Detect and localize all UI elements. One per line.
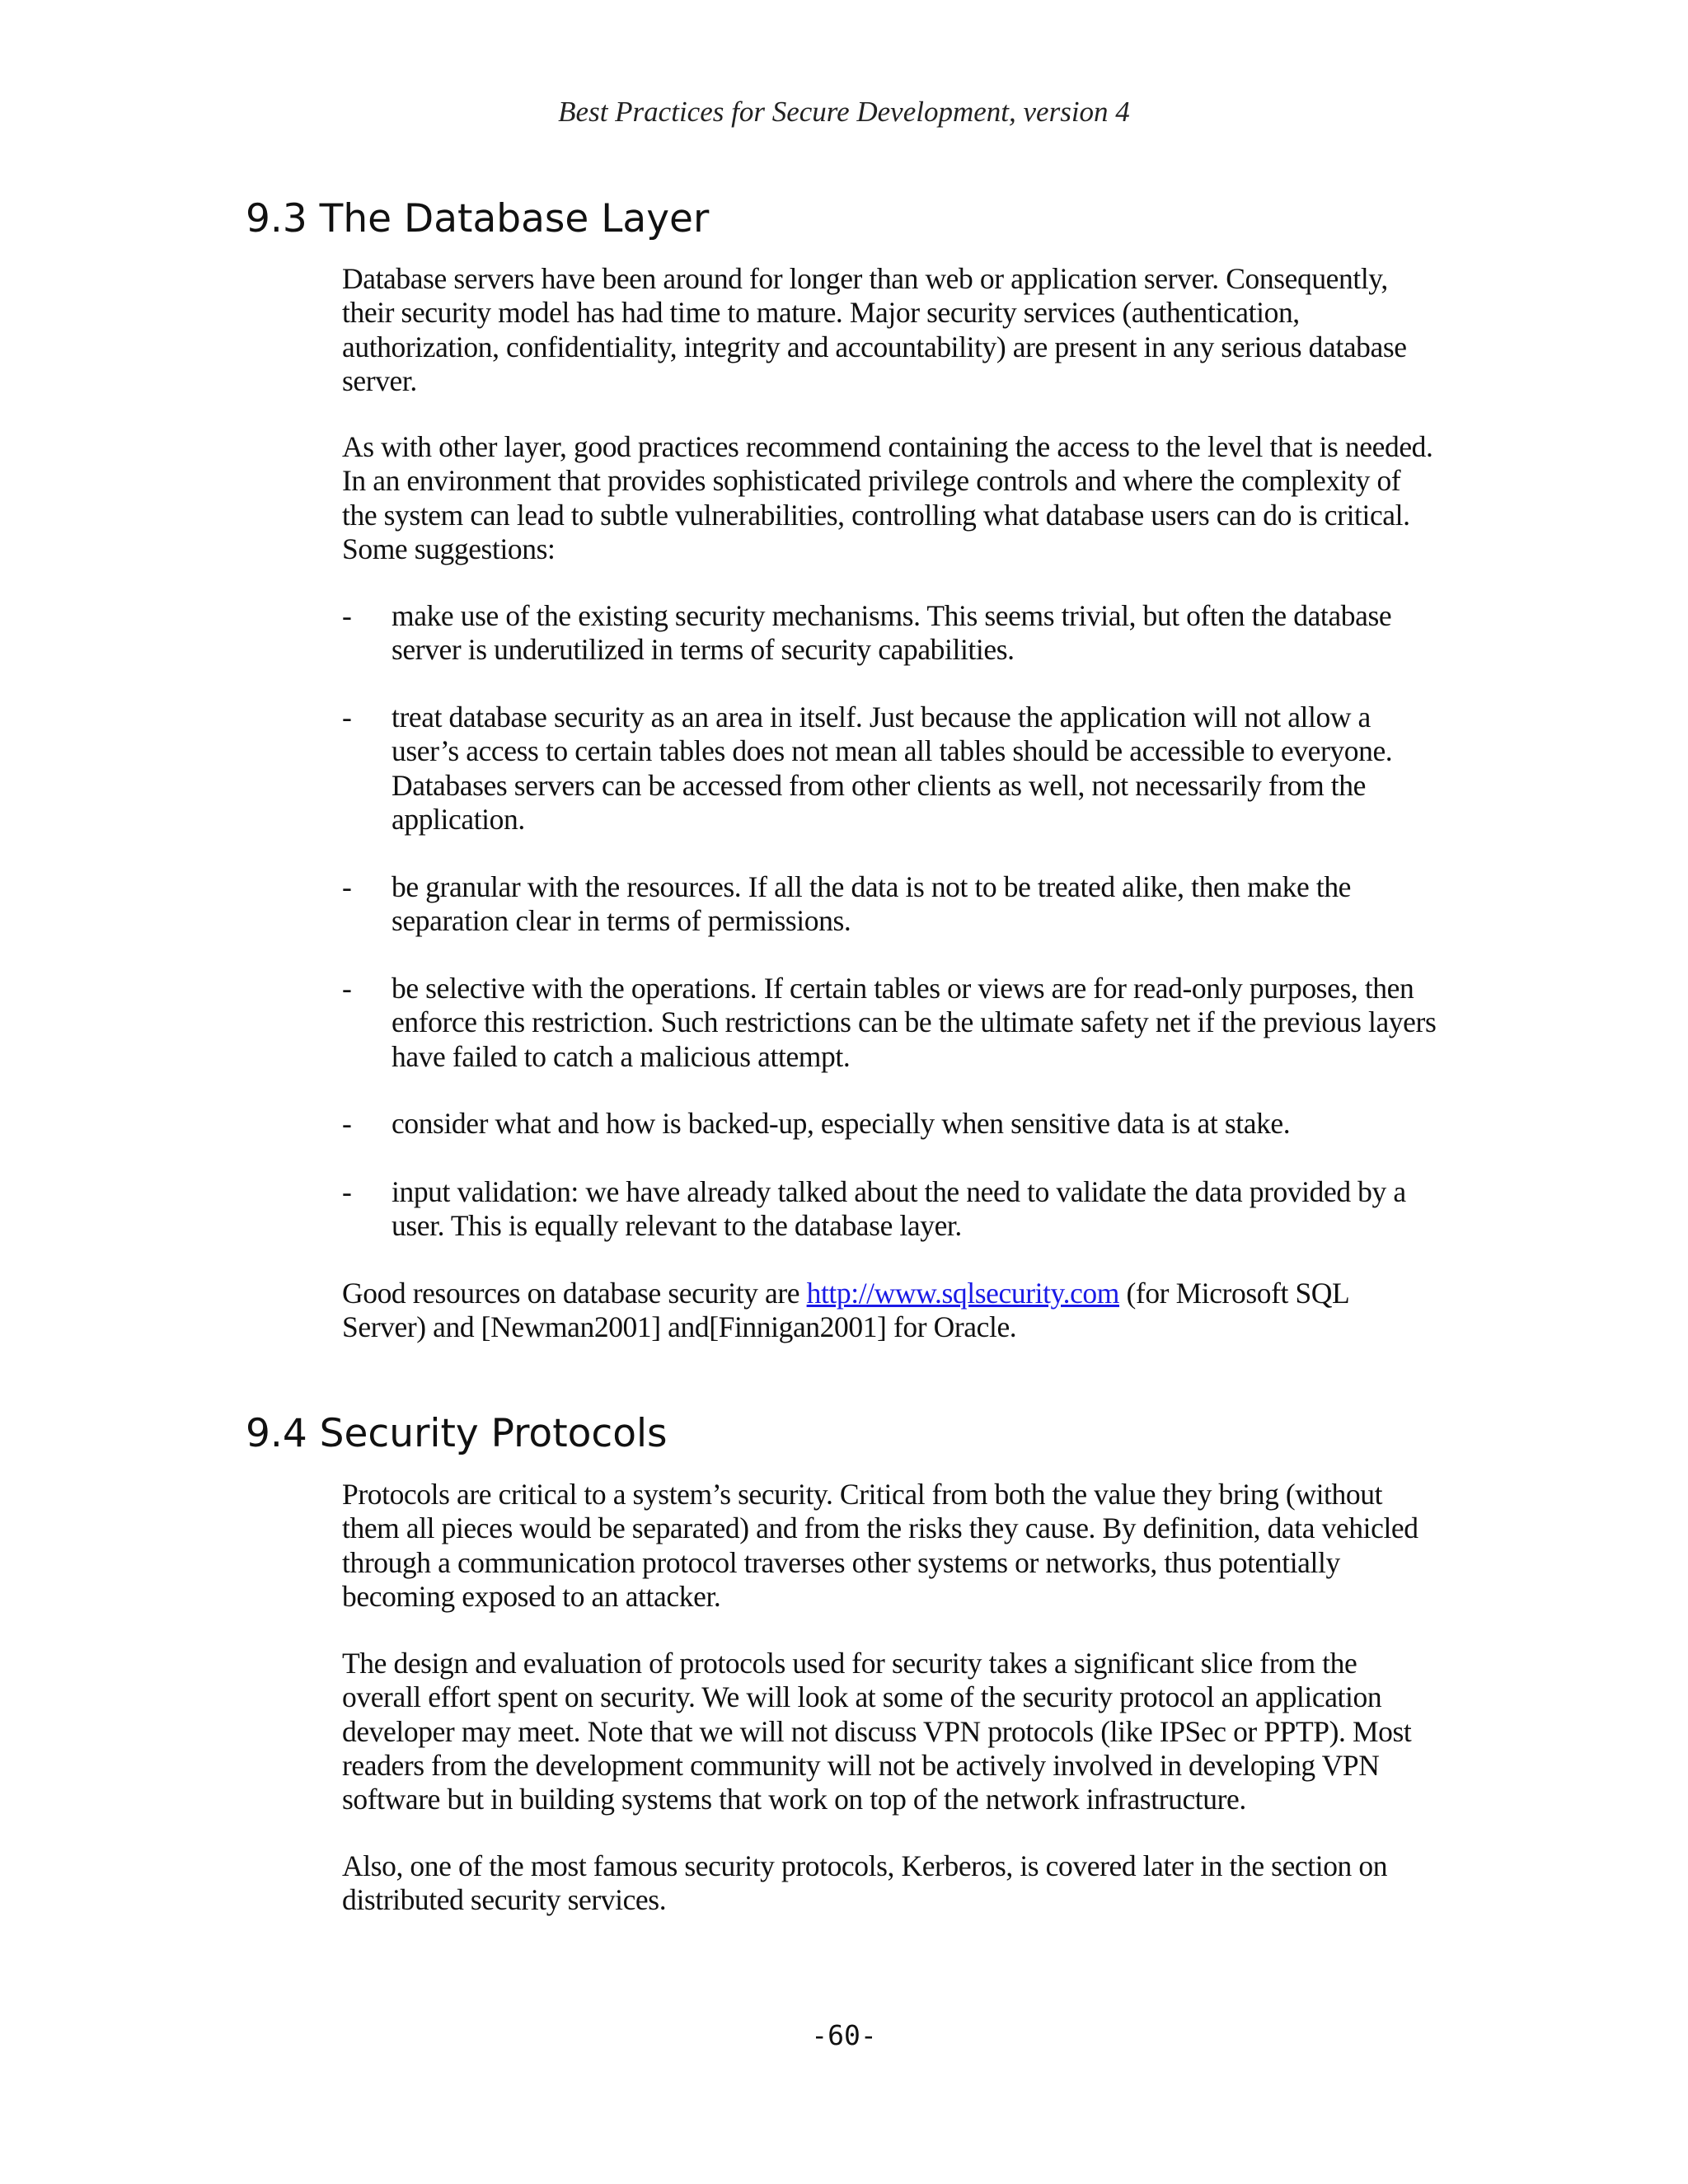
- list-item: [342, 1107, 1438, 1141]
- list-item: [342, 701, 1438, 837]
- list-item-text: be granular with the resources. If all the data is not to be treated alike, then make the separation clear in terms of permissions.: [392, 870, 1352, 938]
- bullet-marker: -: [342, 972, 352, 1005]
- section-heading-9-4: 9.4 Security Protocols: [246, 1411, 668, 1456]
- list-item: [342, 972, 1438, 1074]
- list-item-text: be selective with the operations. If certain tables or views are for read-only purposes, then enforce this restriction. Such restrictions can be the ultimate safety net if the previous layers have failed to catch a malicious attempt.: [392, 972, 1437, 1073]
- section-heading-9-3: 9.3 The Database Layer: [246, 196, 710, 241]
- paragraph-database-resources: [342, 1277, 1438, 1345]
- page-number: -60-: [811, 2019, 877, 2051]
- bullet-marker: -: [342, 1175, 352, 1208]
- list-item: [342, 870, 1438, 939]
- bullet-marker: -: [342, 599, 352, 632]
- list-item: [342, 1175, 1438, 1244]
- paragraph-protocols-intro: Protocols are critical to a system’s security. Critical from both the value they bring (without them all pieces would be separated) and from the risks they cause. By definition, data vehicled through a communication protocol traverses other systems or networks, thus potentially becoming exposed to an attacker.: [342, 1478, 1418, 1613]
- sqlsecurity-link[interactable]: http://www.sqlsecurity.com: [806, 1277, 1119, 1310]
- paragraph-protocols-kerberos: Also, one of the most famous security protocols, Kerberos, is covered later in the section on distributed security services.: [342, 1849, 1388, 1917]
- paragraph-database-intro: Database servers have been around for longer than web or application server. Consequently, their security model has had time to mature. Major security services (authentication, authorization, confidentiality, integrity and accountability) are present in any serious database server.: [342, 262, 1407, 397]
- bullet-marker: -: [342, 1107, 352, 1140]
- bullet-marker: -: [342, 870, 352, 903]
- list-item-text: consider what and how is backed-up, especially when sensitive data is at stake.: [392, 1107, 1291, 1140]
- resources-text-after: (for Microsoft SQL Server) and [Newman2001] and[Finnigan2001] for Oracle.: [342, 1277, 1348, 1344]
- resources-text-before: Good resources on database security are: [342, 1277, 807, 1310]
- list-item: [342, 599, 1438, 668]
- running-header: Best Practices for Secure Development, version 4: [558, 96, 1130, 128]
- paragraph-protocols-design: The design and evaluation of protocols used for security takes a significant slice from the overall effort spent on security. We will look at some of the security protocol an application developer may meet. Note that we will not discuss VPN protocols (like IPSec or PPTP). Most readers from the development community will not be actively involved in developing VPN software but in building systems that work on top of the network infrastructure.: [342, 1647, 1412, 1816]
- list-item-text: make use of the existing security mechanisms. This seems trivial, but often the database server is underutilized in terms of security capabilities.: [392, 599, 1392, 667]
- bullet-marker: -: [342, 701, 352, 733]
- list-item-text: treat database security as an area in itself. Just because the application will not allow a user’s access to certain tables does not mean all tables should be accessible to everyone. Databases servers can be accessed from other clients as well, not necessarily from the application.: [392, 701, 1393, 836]
- paragraph-database-practices: As with other layer, good practices recommend containing the access to the level that is needed. In an environment that provides sophisticated privilege controls and where the complexity of the system can lead to subtle vulnerabilities, controlling what database users can do is critical. Some suggestions:: [342, 430, 1433, 565]
- list-item-text: input validation: we have already talked about the need to validate the data provided by a user. This is equally relevant to the database layer.: [392, 1175, 1406, 1243]
